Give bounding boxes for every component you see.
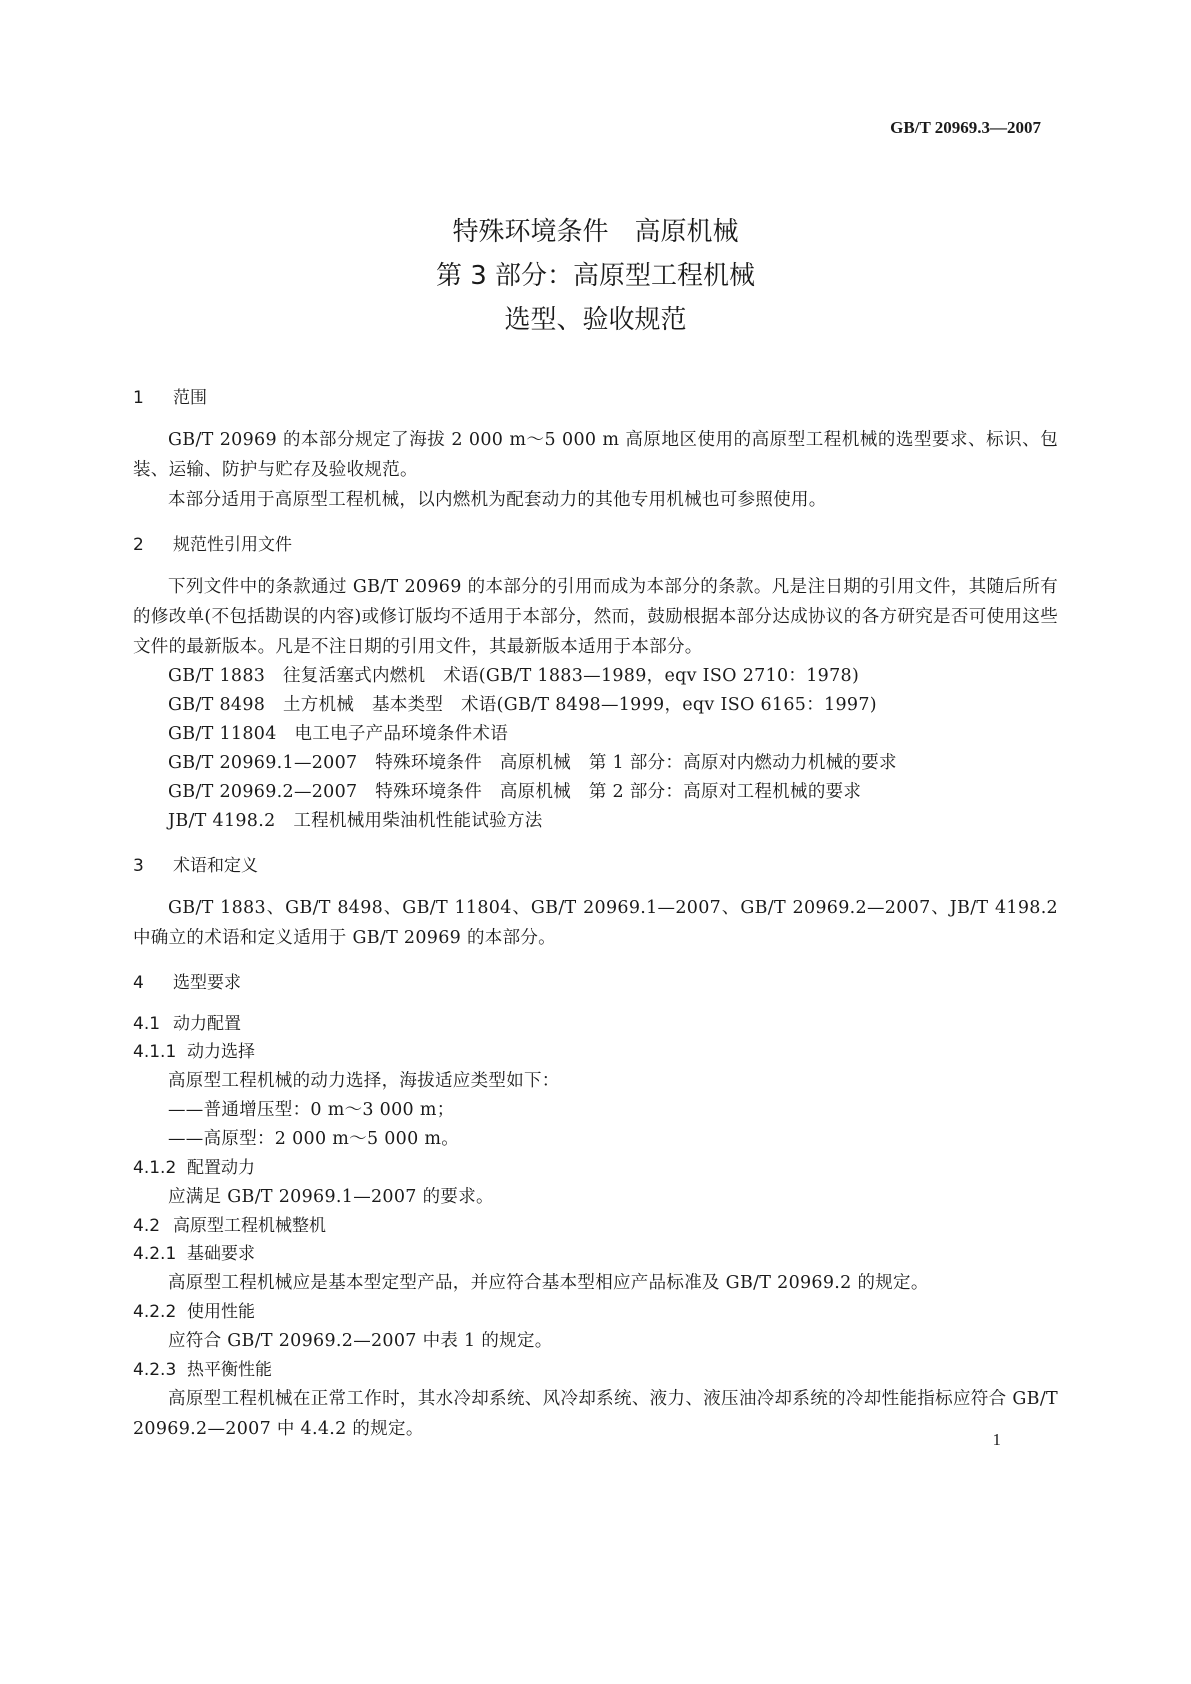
section-title: 术语和定义	[173, 856, 258, 876]
paragraph: GB/T 20969 的本部分规定了海拔 2 000 m～5 000 m 高原地区使用的高原型工程机械的选型要求、标识、包装、运输、防护与贮存及验收规范。	[133, 430, 1058, 480]
section-number: 4.2	[133, 1216, 161, 1236]
title-line-1: 特殊环境条件 高原机械	[452, 217, 739, 247]
section-heading-selection	[133, 969, 1058, 998]
reference-item: GB/T 1883 往复活塞式内燃机 术语(GB/T 1883—1989，eqv ISO 2710：1978)	[168, 666, 860, 686]
section-title: 配置动力	[187, 1158, 255, 1178]
section-title: 规范性引用文件	[173, 535, 292, 555]
paragraph: 高原型工程机械应是基本型定型产品，并应符合基本型相应产品标准及 GB/T 20969.2 的规定。	[168, 1273, 929, 1293]
reference-item: JB/T 4198.2 工程机械用柴油机性能试验方法	[168, 811, 543, 831]
title-line-2: 第 3 部分：高原型工程机械	[435, 261, 756, 291]
paragraph: 应符合 GB/T 20969.2—2007 中表 1 的规定。	[168, 1331, 553, 1351]
list-item: ——普通增压型：0 m～3 000 m；	[168, 1100, 455, 1120]
title-line-3: 选型、验收规范	[504, 305, 687, 335]
section-title: 动力选择	[187, 1042, 255, 1062]
section-title: 范围	[173, 388, 207, 408]
document-body	[133, 384, 1058, 1444]
reference-item: GB/T 11804 电工电子产品环境条件术语	[168, 724, 509, 744]
subsection-heading	[133, 1356, 1058, 1384]
reference-item: GB/T 20969.1—2007 特殊环境条件 高原机械 第 1 部分：高原对内燃动力机械的要求	[168, 753, 897, 773]
paragraph: 高原型工程机械的动力选择，海拔适应类型如下：	[168, 1071, 560, 1091]
section-number: 4.2.1	[133, 1244, 177, 1264]
subsection-heading	[133, 1298, 1058, 1326]
paragraph: GB/T 1883、GB/T 8498、GB/T 11804、GB/T 20969.1—2007、GB/T 20969.2—2007、JB/T 4198.2 中确立的术语和定义适用于 GB/T 20969 的本部分。	[133, 898, 1058, 948]
section-number: 3	[133, 856, 144, 876]
section-number: 4.1	[133, 1014, 161, 1034]
subsection-heading	[133, 1154, 1058, 1182]
section-heading-normative-references	[133, 531, 1058, 560]
section-number: 1	[133, 388, 144, 408]
section-heading-scope	[133, 384, 1058, 413]
paragraph: 下列文件中的条款通过 GB/T 20969 的本部分的引用而成为本部分的条款。凡是注日期的引用文件，其随后所有的修改单(不包括勘误的内容)或修订版均不适用于本部分，然而，鼓励根据本部分达成协议的各方研究是否可使用这些文件的最新版本。凡是不注日期的引用文件，其最新版本适用于本部分。	[133, 577, 1058, 657]
document-title	[0, 210, 1191, 342]
subsection-heading	[133, 1212, 1058, 1240]
section-title: 高原型工程机械整机	[173, 1216, 326, 1236]
section-number: 4.2.3	[133, 1360, 177, 1380]
reference-item: GB/T 8498 土方机械 基本类型 术语(GB/T 8498—1999，eqv ISO 6165：1997)	[168, 695, 877, 715]
subsection-heading	[133, 1010, 1058, 1038]
section-number: 4	[133, 973, 144, 993]
paragraph: 高原型工程机械在正常工作时，其水冷却系统、风冷却系统、液力、液压油冷却系统的冷却性能指标应符合 GB/T 20969.2—2007 中 4.4.2 的规定。	[133, 1389, 1058, 1439]
section-number: 2	[133, 535, 144, 555]
page-number: 1	[992, 1430, 1001, 1449]
paragraph: 应满足 GB/T 20969.1—2007 的要求。	[168, 1187, 494, 1207]
list-item: ——高原型：2 000 m～5 000 m。	[168, 1129, 460, 1149]
subsection-heading	[133, 1240, 1058, 1268]
section-number: 4.2.2	[133, 1302, 177, 1322]
section-number: 4.1.1	[133, 1042, 177, 1062]
section-heading-terms	[133, 852, 1058, 881]
section-title: 热平衡性能	[187, 1360, 272, 1380]
paragraph: 本部分适用于高原型工程机械，以内燃机为配套动力的其他专用机械也可参照使用。	[168, 490, 827, 510]
section-title: 使用性能	[187, 1302, 255, 1322]
section-title: 选型要求	[173, 973, 241, 993]
section-number: 4.1.2	[133, 1158, 177, 1178]
section-title: 基础要求	[187, 1244, 255, 1264]
reference-item: GB/T 20969.2—2007 特殊环境条件 高原机械 第 2 部分：高原对工程机械的要求	[168, 782, 862, 802]
standard-number: GB/T 20969.3—2007	[890, 118, 1041, 137]
section-title: 动力配置	[173, 1014, 241, 1034]
subsection-heading	[133, 1038, 1058, 1066]
